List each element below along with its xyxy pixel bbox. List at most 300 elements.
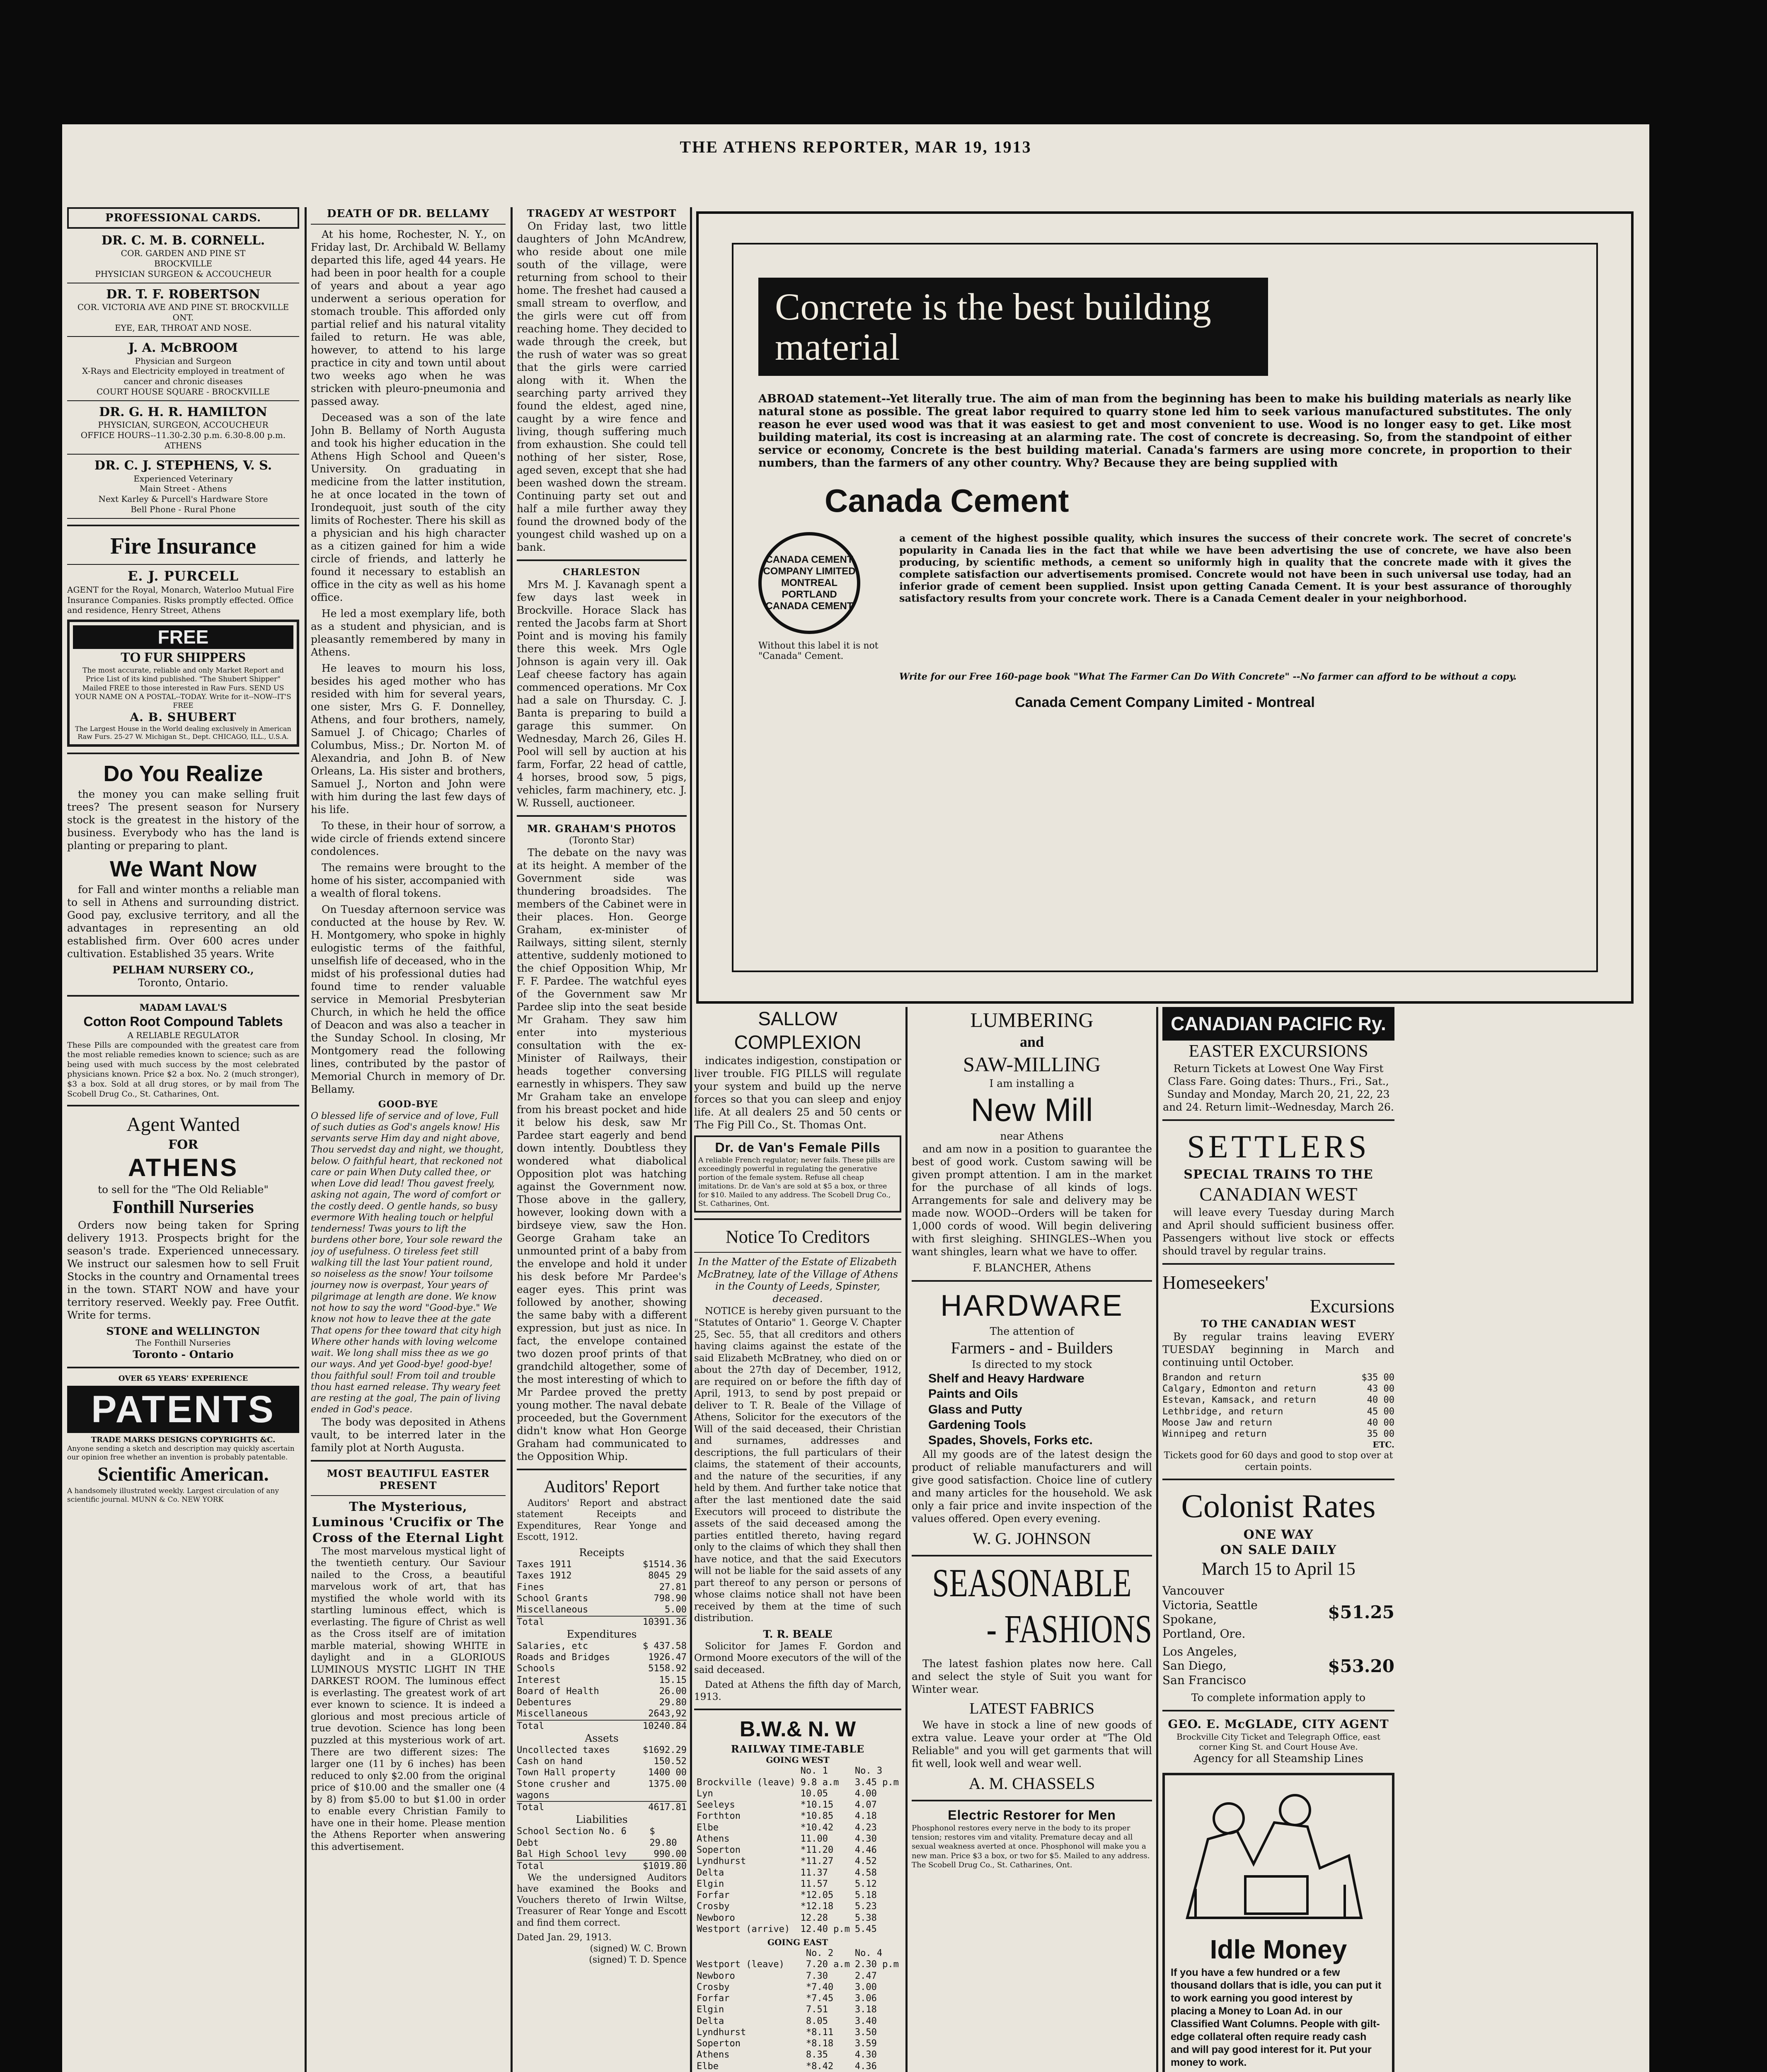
fare-label: Moose Jaw and return: [1162, 1417, 1272, 1428]
professional-card: [67, 287, 299, 333]
timetable-cell: *12.05: [800, 1890, 834, 1901]
card-line: OFFICE HOURS--11.30-2.30 p.m. 6.30-8.00 p.m.: [80, 430, 286, 440]
ledger-value: 29.80: [659, 1697, 687, 1708]
ledger-label: Taxes 1911: [517, 1559, 572, 1570]
card-line: PHYSICIAN, SURGEON, ACCOUCHEUR: [98, 419, 269, 430]
bw-title: B.W.& N. W: [739, 1717, 856, 1742]
settlers-title: SETTLERS: [1187, 1128, 1370, 1165]
ledger-label: School Grants: [517, 1593, 588, 1604]
timetable-east: [694, 1948, 901, 2072]
ledger-value: 2643,92: [648, 1709, 687, 1719]
ledger-total-value: $1019.80: [643, 1861, 687, 1872]
card-line: ATHENS: [165, 440, 202, 450]
timetable-cell: Elbe: [697, 2061, 719, 2072]
card-divider: [67, 400, 299, 401]
column-death-notice: [311, 207, 506, 2072]
card-name: DR. C. M. B. CORNELL.: [101, 233, 265, 248]
ledger-label: Miscellaneous: [517, 1709, 588, 1719]
shubert-name: A. B. SHUBERT: [130, 710, 237, 724]
timetable-cell: Crosby: [697, 1982, 730, 1992]
canada-cement-seal: CANADA CEMENT COMPANY LIMITED MONTREAL PORTLAND CANADA CEMENT: [758, 532, 860, 634]
timetable-cell: 5.45: [854, 1924, 877, 1934]
timetable-row: [694, 1924, 901, 1935]
easter-text: Return Tickets at Lowest One Way First Class Fare. Going dates: Thurs., Fri., Sat., Sunday and Monday, March 20, 21, 22, 23 and 24. Return limit--Wednesday, March 26.: [1163, 1063, 1394, 1113]
hardware-text: All my goods are of the latest design the product of reliable manufacturers and will give good satisfaction. Choice line of cutlery and many articles for the household. We ask only a fair price and invite inspection of the values offered. Open every evening.: [912, 1448, 1152, 1525]
ledger-value: $1692.29: [643, 1745, 687, 1755]
city-name: Spokane,: [1162, 1612, 1217, 1627]
ledger-label: Taxes 1912: [517, 1571, 572, 1581]
fares-list: [1162, 1372, 1394, 1440]
fare-value: 45 00: [1367, 1406, 1394, 1417]
on-sale: ON SALE DAILY: [1220, 1543, 1337, 1558]
ledger-label: Salaries, etc: [517, 1641, 588, 1651]
notice-beale: T. R. BEALE: [763, 1628, 833, 1640]
agent-wanted-title: Agent Wanted: [126, 1113, 240, 1136]
ledger-value: 5.00: [665, 1605, 687, 1615]
free-title: FREE: [73, 625, 293, 649]
home-text: By regular trains leaving EVERY TUESDAY beginning in March and continuing until October.: [1162, 1330, 1394, 1368]
timetable-head-cell: [694, 1948, 804, 1959]
timetable-row: [694, 1788, 901, 1799]
card-line: EYE, EAR, THROAT AND NOSE.: [114, 322, 252, 333]
hardware-item: Glass and Putty: [928, 1402, 1022, 1416]
ledger-total-label: Total: [517, 1721, 545, 1731]
johnson-signature: W. G. JOHNSON: [973, 1529, 1091, 1548]
column-rule: [305, 207, 307, 2072]
timetable-cell: Elbe: [697, 1822, 719, 1833]
timetable-cell: Lyn: [697, 1788, 713, 1799]
timetable-cell: Forfar: [697, 1890, 730, 1901]
card-divider: [67, 336, 299, 337]
timetable-cell: 4.46: [854, 1845, 877, 1856]
homeseekers-title: Homeseekers': [1162, 1272, 1269, 1293]
timetable-cell: 4.00: [854, 1788, 877, 1799]
timetable-cell: Lyndhurst: [697, 2027, 746, 2038]
fare-label: Estevan, Kamsack, and return: [1162, 1395, 1316, 1406]
city-agent: GEO. E. McGLADE, CITY AGENT: [1168, 1717, 1389, 1731]
ledger-value: 798.90: [654, 1593, 687, 1604]
fashions-text: The latest fashion plates now here. Call and select the style of Suit you want for Winter wear.: [912, 1658, 1152, 1696]
notice-title: Notice To Creditors: [725, 1227, 870, 1247]
fare-value: 35 00: [1367, 1429, 1394, 1440]
fare-row: [1162, 1406, 1394, 1417]
ledger-value: 27.81: [659, 1582, 687, 1593]
bw-subtitle: RAILWAY TIME-TABLE: [731, 1743, 865, 1755]
laval-subtitle: Cotton Root Compound Tablets: [83, 1014, 283, 1029]
timetable-cell: *7.40: [806, 1982, 834, 1992]
timetable-west: [694, 1765, 901, 1935]
patents-title: PATENTS: [67, 1386, 299, 1433]
timetable-cell: Lyndhurst: [697, 1856, 746, 1867]
steamship-agency: Agency for all Steamship Lines: [1193, 1752, 1363, 1765]
fares-etc: ETC.: [1372, 1440, 1394, 1450]
cpr-title: CANADIAN PACIFIC Ry.: [1162, 1007, 1394, 1041]
ledger-row: [517, 1570, 687, 1581]
timetable-cell: 4.52: [854, 1856, 877, 1867]
professional-card: [67, 233, 299, 279]
ledger-total: [517, 1860, 687, 1872]
ledger-label: Board of Health: [517, 1686, 599, 1697]
photos-text: The debate on the navy was at its height. A member of the Government side was thundering broadsides. The members of the Cabinet were in their places. Hon. George Graham, ex-minister of Railways, sitting silent, sternly attentive, suddenly motioned to the chief Opposition Whip, Mr F. F. Pardee. The watchful eyes of the Government saw Mr Pardee slip into the seat beside Mr Graham. They saw him enter into mysterious consultation with the ex-Minister of Railways, their heads together conversing earnestly in whispers. They saw Mr Graham take an envelope from his breast pocket and hide it below his desk, saw Mr Pardee start eagerly and bend down intently. Doubtless they wondered what diabolical Opposition plot was hatching against the Government now. Those above in the gallery, however, looking down with a birdseye view, saw the Hon. George Graham take an unmounted print of a baby from the envelope and hold it under his desk before Mr Pardee's eager eyes. This print was followed by another, showing the same baby with a different expression, but just as nice. In fact, the envelope contained two dozen proof prints of that grandchild altogether, some of the most interesting of which to Mr Pardee proved the pretty young mother. The naval debate proceeded, but the Government didn't know what Hon George Graham had communicated to the Opposition Whip.: [517, 847, 687, 1463]
card-line: Physician and Surgeon: [135, 356, 232, 366]
timetable-header: [694, 1765, 901, 1777]
sciam-title: Scientific American.: [97, 1463, 269, 1486]
electric-title: Electric Restorer for Men: [948, 1807, 1116, 1823]
card-line: Main Street - Athens: [139, 484, 227, 494]
toronto-ontario: Toronto - Ontario: [133, 1348, 234, 1360]
ledger-total: [517, 1801, 687, 1813]
column-rule: [511, 207, 513, 2072]
rate-group-1: [1162, 1584, 1394, 1641]
timetable-cell: Delta: [697, 2016, 724, 2026]
idle-money-ad: [1162, 1773, 1394, 2072]
photos-source: (Toronto Star): [569, 835, 634, 846]
ad-frame: [732, 243, 1598, 972]
timetable-row: [694, 1878, 901, 1890]
free-text: The most accurate, reliable and only Market Report and Price List of its kind published. "The Shubert Shipper" Mailed FREE to those interested in Raw Furs. SEND US YOUR NAME ON A POSTAL--TODAY. Write for it--NOW--IT'S FREE: [75, 666, 291, 710]
timetable-row: [694, 1867, 901, 1878]
card-name: DR. G. H. R. HAMILTON: [99, 404, 267, 419]
colonist-dates: March 15 to April 15: [1201, 1559, 1356, 1579]
timetable-row: [694, 1970, 901, 1982]
ledger-total-label: Total: [517, 1802, 545, 1813]
fonthill-title: Fonthill Nurseries: [112, 1197, 254, 1218]
timetable-row: [694, 2004, 901, 2015]
ledger-section-title: Liabilities: [576, 1813, 628, 1826]
timetable-row: [694, 1777, 901, 1788]
professional-card: [67, 458, 299, 514]
sawmilling-title: SAW-MILLING: [963, 1052, 1101, 1076]
fashions-title: - FASHIONS: [986, 1607, 1152, 1652]
price-2: $53.20: [1328, 1656, 1394, 1676]
timetable-header: [694, 1948, 901, 1959]
group-1-cities: [1162, 1584, 1258, 1641]
ledger-row: [517, 1779, 687, 1801]
column-rule: [690, 207, 692, 2072]
fire-agent-name: E. J. PURCELL: [127, 568, 239, 584]
fare-row: [1162, 1394, 1394, 1406]
ledger-label: Schools: [517, 1663, 555, 1674]
ledger-label: Town Hall property: [517, 1767, 616, 1778]
hardware-item: Spades, Shovels, Forks etc.: [928, 1433, 1093, 1447]
installing-text: I am installing a: [989, 1077, 1075, 1089]
timetable-cell: 3.00: [854, 1982, 877, 1992]
ledger-total-label: Total: [517, 1861, 545, 1872]
chassels-signature: A. M. CHASSELS: [968, 1774, 1095, 1793]
agent-for: FOR: [168, 1137, 198, 1152]
timetable-row: [694, 1993, 901, 2004]
ledger-row: [517, 1708, 687, 1719]
fare-label: Lethbridge, and return: [1162, 1406, 1283, 1417]
ledger-row: [517, 1756, 687, 1767]
ledger-row: [517, 1663, 687, 1674]
card-line: COR. GARDEN AND PINE ST: [121, 248, 246, 259]
ledger-row: [517, 1826, 687, 1849]
canada-cement-brand: Canada Cement: [825, 482, 1069, 519]
notice-text: NOTICE is hereby given pursuant to the "Statutes of Ontario" 1. George V. Chapter 25, Sec. 55, that all creditors and others having claims against the estate of the said Elizabeth McBratney, who died on or about the 27th day of December, 1912, are required on or before the fifth day of April, 1913, to send by post prepaid or deliver to T. R. Beale of the Village of Athens, Solicitor for the executors of the Will of the said deceased, their Christian and surnames, addresses and descriptions, the full particulars of their claims, the statement of their accounts, and the nature of the securities, if any held by them. And further take notice that after the last mentioned date the said Executors will proceed to distribute the assets of the said deceased among the parties entitled thereto, having regard only to the claims of which they shall then have notice, and that the said Executors will not be liable for the said assets of any part thereof to any person or persons of whose claims notice shall not have been received by them at the time of such distribution.: [694, 1305, 901, 1624]
ledger-value: 150.52: [654, 1756, 687, 1767]
newspaper-page: [62, 124, 1649, 2072]
timetable-head-cell: [694, 1765, 798, 1777]
column-rule: [905, 1007, 908, 2072]
timetable-cell: *10.42: [800, 1822, 834, 1833]
city-name: San Diego,: [1162, 1659, 1227, 1673]
auditors-close: We the undersigned Auditors have examined the Books and Vouchers thereto of Irwin Wiltse, Treasurer of Rear Yonge and Escott and find them correct.: [517, 1872, 687, 1928]
card-divider: [67, 518, 299, 519]
ledger-label: School Section No. 6 Debt: [517, 1826, 627, 1848]
fare-value: 43 00: [1367, 1384, 1394, 1394]
card-line: X-Rays and Electricity employed in treatment of cancer and chronic diseases: [82, 366, 284, 387]
timetable-cell: 5.18: [854, 1890, 877, 1901]
timetable-row: [694, 1856, 901, 1867]
timetable-cell: *12.18: [800, 1901, 834, 1912]
timetable-row: [694, 1912, 901, 1924]
brand-text: a cement of the highest possible quality, which insures the success of their concrete work. The secret of concrete's popularity in Canada lies in the fact that while we have been advertising the use of concrete, we have also been producing, by scientific methods, a cement so uniformly high in quality that the concrete made with it gives the complete satisfaction our advertisements promised. Concrete would not have been in such universal use today, had an inferior grade of cement been supplied. Insist upon getting Canada Cement. It is your best assurance of thoroughly satisfactory results from your concrete work. There is a Canada Cement dealer in your neighborhood.: [899, 532, 1571, 605]
timetable-cell: 3.45 p.m: [854, 1777, 899, 1788]
death-paragraph: On Tuesday afternoon service was conducted at the house by Rev. W. H. Montgomery, who spoke in highly eulogistic terms of the faithful, unselfish life of deceased, who in the midst of his professional duties had found time to render valuable service in Memorial Presbyterian Church, in which he held the office of Deacon and was also a teacher in the Sunday School. In closing, Mr Montgomery read the following lines, contributed by the pastor of Memorial Church in memory of Dr. Bellamy.: [311, 903, 506, 1096]
excursions-title: Excursions: [1310, 1295, 1394, 1317]
one-way: ONE WAY: [1243, 1527, 1314, 1542]
easter-title: EASTER EXCURSIONS: [1188, 1042, 1368, 1061]
auditor-signature-1: (signed) W. C. Brown: [590, 1944, 687, 1954]
timetable-cell: 3.59: [854, 2038, 877, 2049]
fire-insurance-title: Fire Insurance: [110, 533, 257, 559]
to-canadian-west: TO THE CANADIAN WEST: [1201, 1318, 1356, 1330]
timetable-row: [694, 1811, 901, 1822]
fabrics-title: LATEST FABRICS: [969, 1700, 1094, 1718]
timetable-cell: *11.20: [800, 1845, 834, 1856]
ledger-total-value: 10391.36: [643, 1617, 687, 1627]
tragedy-title: TRAGEDY AT WESTPORT: [527, 207, 677, 219]
ledger-total-value: 10240.84: [643, 1721, 687, 1731]
city-name: Los Angeles,: [1162, 1644, 1237, 1658]
ledger-row: [517, 1767, 687, 1778]
timetable-cell: Brockville (leave): [697, 1777, 796, 1788]
ledger-total: [517, 1720, 687, 1732]
rate-group-2: [1162, 1645, 1394, 1688]
timetable-cell: Delta: [697, 1867, 724, 1878]
fare-label: Brandon and return: [1162, 1372, 1261, 1383]
ledger-label: Bal High School levy: [517, 1849, 627, 1860]
idle-money-title: Idle Money: [1210, 1934, 1347, 1965]
city-name: Vancouver: [1162, 1583, 1224, 1598]
write-for-book: Write for our Free 160-page book "What The Farmer Can Do With Concrete" --No farmer can afford to be without a copy.: [899, 671, 1517, 683]
timetable-cell: 4.58: [854, 1867, 877, 1878]
fonthill-text: Orders now being taken for Spring delivery 1913. Prospects bright for the season's trade. Experienced unnecessary. We instruct our salesmen how to sell Fruit Stocks in the country and Ornamental trees in the town. START NOW and have your territory reserved. Weekly pay. Free Outfit. Write for terms.: [67, 1219, 299, 1321]
patents-text: Anyone sending a sketch and description may quickly ascertain our opinion free whether an invention is probably patentable.: [67, 1445, 295, 1462]
card-name: J. A. McBROOM: [128, 341, 238, 356]
concrete-banner: Concrete is the best building material: [758, 278, 1268, 376]
ledger-value: 1375.00: [648, 1779, 687, 1789]
fares-note: Tickets good for 60 days and good to stop over at certain points.: [1164, 1450, 1393, 1472]
city-name: Portland, Ore.: [1162, 1627, 1246, 1641]
tragedy-text: On Friday last, two little daughters of John McAndrew, who reside about one mile south of the village, were returning from school to their home. The freshet had caused a small stream to overflow, and the girls were cut off from reaching home. They decided to wade through the creek, but the rush of water was so great that the girls were carried along with it. When the searching party arrived they found the eldest, aged nine, caught by a wire fence and living, though suffering much from exhaustion. She could tell nothing of her sister, Rose, aged seven, except that she had been washed down the stream. Continuing party set out and half a mile further away they found the drowned body of the youngest child washed up on a bank.: [517, 220, 687, 553]
special-trains: SPECIAL TRAINS TO THE: [1184, 1167, 1373, 1182]
illustration-icon: [1171, 1781, 1374, 1930]
timetable-cell: Athens: [697, 1833, 730, 1844]
ledger-row: [517, 1582, 687, 1593]
near-athens: near Athens: [1000, 1130, 1064, 1143]
free-subtitle: TO FUR SHIPPERS: [121, 650, 246, 666]
lumbering-title: LUMBERING: [970, 1008, 1094, 1031]
professional-cards-title: PROFESSIONAL CARDS.: [105, 212, 261, 224]
patents-marks: TRADE MARKS DESIGNS COPYRIGHTS &C.: [91, 1435, 276, 1444]
timetable-cell: 4.07: [854, 1800, 877, 1811]
timetable-cell: *10.85: [800, 1811, 834, 1822]
realize-title: Do You Realize: [103, 761, 263, 787]
death-paragraph: Deceased was a son of the late John B. Bellamy of North Augusta and took his higher education in the Athens High School and Queen's University. On graduating in medicine from the latter institution, he at once located in the town of Irondequoit, just south of the city limits of Rochester. There his skill as a physician and his high character as a citizen gained for him a wide circle of friends, and latterly he found it necessary to establish an office in the city as well as his home office.: [311, 411, 506, 604]
timetable-cell: 10.05: [800, 1788, 828, 1799]
timetable-cell: 12.40 p.m: [800, 1924, 850, 1934]
card-line: COR. VICTORIA AVE AND PINE ST. BROCKVILLE ONT.: [77, 302, 289, 322]
timetable-cell: 5.23: [854, 1901, 877, 1912]
going-east-label: GOING EAST: [767, 1937, 828, 1948]
ledger-value: 1926.47: [648, 1652, 687, 1663]
ledger-value: 26.00: [659, 1686, 687, 1697]
timetable-cell: 3.40: [854, 2016, 877, 2026]
pelham-name: PELHAM NURSERY CO.,: [112, 964, 254, 976]
new-mill-title: New Mill: [971, 1091, 1093, 1128]
fare-label: Calgary, Edmonton and return: [1162, 1384, 1316, 1394]
auditors-ledger: [517, 1546, 687, 1872]
death-paragraphs: [311, 228, 506, 1096]
hardware-title: HARDWARE: [940, 1289, 1123, 1323]
auditor-signature-2: (signed) T. D. Spence: [589, 1955, 687, 1965]
auditors-intro: Auditors' Report and abstract statement Receipts and Expenditures, Rear Yonge and Escott, 1912.: [517, 1498, 687, 1542]
charleston-text: Mrs M. J. Kavanagh spent a few days last week in Brockville. Horace Slack has rented the Jacobs farm at Short Point and is moving his family there this week. Mrs Ogle Johnson is again very ill. Oak Leaf cheese factory has again commenced operations. Mr Cox had a sale on Thursday. C. J. Banta is preparing to build a garage this summer. On Wednesday, March 26, Giles H. Pool will sell by auction at his farm, Forfar, 22 head of cattle, 4 horses, brood sow, 5 pigs, vehicles, farm machinery, etc. J. W. Russell, auctioneer.: [517, 579, 687, 809]
hardware-directed: Is directed to my stock: [971, 1358, 1092, 1371]
timetable-head-cell: No. 4: [854, 1948, 883, 1959]
timetable-cell: 2.30 p.m: [854, 1959, 899, 1970]
timetable-cell: 4.30: [854, 1833, 877, 1844]
card-line: BROCKVILLE: [154, 259, 212, 269]
death-title: DEATH OF DR. BELLAMY: [327, 208, 490, 220]
card-line: COURT HOUSE SQUARE - BROCKVILLE: [96, 386, 270, 397]
ledger-value: 1400 00: [648, 1767, 687, 1778]
city-name: San Francisco: [1162, 1673, 1246, 1687]
column-notices: [694, 1007, 901, 2072]
ledger-label: Stone crusher and wagons: [517, 1779, 610, 1801]
devan-text: A reliable French regulator; never fails. These pills are exceedingly powerful in regulating the generative portion of the female system. Refuse all cheap imitations. Dr. de Van's are sold at $5 a box, or three for $10. Mailed to any address. The Scobell Drug Co., St. Catharines, Ont.: [698, 1156, 895, 1208]
hardware-farmers: Farmers - and - Builders: [951, 1338, 1113, 1357]
timetable-row: [694, 1890, 901, 1901]
shubert-address: The Largest House in the World dealing exclusively in American Raw Furs. 25-27 W. Michigan St., Dept. CHICAGO, ILL., U.S.A.: [75, 724, 291, 741]
ledger-value: 990.00: [654, 1849, 687, 1860]
ledger-label: Roads and Bridges: [517, 1652, 610, 1663]
fonthill-nurseries: The Fonthill Nurseries: [136, 1337, 231, 1348]
group-2-cities: [1162, 1645, 1246, 1688]
column-local-news: [517, 207, 687, 2072]
timetable-cell: Soperton: [697, 2038, 741, 2049]
timetable-row: [694, 2049, 901, 2060]
card-line: PHYSICIAN SURGEON & ACCOUCHEUR: [95, 269, 271, 279]
timetable-cell: 3.50: [854, 2027, 877, 2038]
agent-text: to sell for the "The Old Reliable": [98, 1184, 269, 1196]
timetable-cell: Elgin: [697, 1878, 724, 1889]
ledger-total-value: 4617.81: [648, 1802, 687, 1813]
hardware-item: Gardening Tools: [928, 1418, 1026, 1432]
timetable-row: [694, 1833, 901, 1844]
notice-estate: In the Matter of the Estate of Elizabeth McBratney, late of the Village of Athens in the County of Leeds, Spinster, deceased.: [697, 1256, 898, 1305]
card-name: DR. C. J. STEPHENS, V. S.: [94, 458, 272, 473]
fare-row: [1162, 1383, 1394, 1394]
ledger-value: 15.15: [659, 1675, 687, 1685]
ledger-value: $ 29.80: [649, 1826, 677, 1848]
death-paragraph: The remains were brought to the home of his sister, accompanied with a wealth of floral tokens.: [311, 862, 506, 900]
timetable-cell: Westport (leave): [697, 1959, 784, 1970]
ledger-section-title: Receipts: [579, 1547, 625, 1559]
seasonable-title: SEASONABLE: [932, 1561, 1132, 1605]
timetable-cell: 4.23: [854, 1822, 877, 1833]
death-paragraph: He leaves to mourn his loss, besides his aged mother who has resided with him for several years, one sister, Mrs G. F. Donnelley, Athens, and four brothers, namely, Samuel J. of Chicago; Charles of Columbus, Miss.; Dr. Norton M. of Alexandria, and John B. of New Orleans, La. His sister and brothers, Samuel J., Norton and John were with him during the last few days of his life.: [311, 662, 506, 816]
notice-dated: Dated at Athens the fifth day of March, 1913.: [694, 1680, 901, 1702]
death-paragraph: At his home, Rochester, N. Y., on Friday last, Dr. Archibald W. Bellamy departed this life, aged 44 years. He had been in poor health for a couple of years and about a year ago underwent a serious operation for stomach trouble. This afforded only partial relief and his natural vitality failed to return. He was able, however, to attend to his large practice in city and town until about two weeks ago when he was stricken with pleuro-pneumonia and passed away.: [311, 228, 506, 408]
ledger-row: [517, 1686, 687, 1697]
ledger-row: [517, 1675, 687, 1686]
timetable-cell: Westport (arrive): [697, 1924, 790, 1934]
card-line: Next Karley & Purcell's Hardware Store: [98, 494, 268, 504]
fare-row: [1162, 1428, 1394, 1440]
timetable-row: [694, 2038, 901, 2049]
timetable-cell: Forfar: [697, 1993, 730, 2004]
timetable-cell: 5.12: [854, 1878, 877, 1889]
timetable-cell: 4.36: [854, 2061, 877, 2072]
card-line: Experienced Veterinary: [133, 473, 233, 484]
timetable-cell: 5.38: [854, 1912, 877, 1923]
electric-text: Phosphonol restores every nerve in the body to its proper tension; restores vim and vitality. Premature decay and all sexual weakness averted at once. Phosphonol will make you a new man. Price $3 a box, or two for $5. Mailed to any address. The Scobell Drug Co., St. Catharines, Ont.: [912, 1823, 1150, 1869]
hardware-list: [912, 1371, 1152, 1448]
professional-card: [67, 404, 299, 451]
price-1: $51.25: [1328, 1602, 1394, 1623]
timetable-cell: 8.35: [806, 2050, 828, 2060]
cross-title: The Mysterious, Luminous 'Crucifix or The Cross of the Eternal Light: [312, 1500, 505, 1545]
ledger-row: [517, 1652, 687, 1663]
city-name: Victoria, Seattle: [1162, 1598, 1258, 1612]
canada-cement-ad: [696, 211, 1634, 1004]
ledger-row: [517, 1745, 687, 1756]
fabrics-text: We have in stock a line of new goods of extra value. Leave your order at "The Old Reliable" and you will get garments that will fit well, look well and wear well.: [912, 1719, 1152, 1770]
cards-list: [67, 233, 299, 518]
timetable-head-cell: No. 2: [806, 1948, 834, 1959]
column-cpr: [1162, 1007, 1394, 2072]
ledger-value: 8045 29: [648, 1571, 687, 1581]
ledger-value: 5158.92: [648, 1663, 687, 1674]
ledger-section-title: Expenditures: [566, 1628, 637, 1640]
timetable-cell: Crosby: [697, 1901, 730, 1912]
timetable-cell: 9.8 a.m: [800, 1777, 839, 1788]
patents-experience: OVER 65 YEARS' EXPERIENCE: [118, 1374, 248, 1383]
card-divider: [67, 454, 299, 455]
sallow-title: SALLOW COMPLEXION: [734, 1008, 862, 1053]
timetable-cell: 11.00: [800, 1833, 828, 1844]
timetable-row: [694, 1844, 901, 1856]
professional-card: [67, 340, 299, 397]
agent-address: Brockville City Ticket and Telegraph Office, east corner King St. and Court House Ave.: [1176, 1731, 1380, 1752]
want-title: We Want Now: [110, 857, 257, 882]
timetable-cell: 7.30: [806, 1970, 828, 1981]
timetable-cell: 12.28: [800, 1912, 828, 1923]
canadian-west: CANADIAN WEST: [1199, 1184, 1358, 1205]
lumbering-and: and: [1019, 1034, 1044, 1050]
timetable-cell: *8.42: [806, 2061, 834, 2072]
complete-info: To complete information apply to: [1191, 1691, 1366, 1704]
company-line: Canada Cement Company Limited - Montreal: [1015, 695, 1315, 711]
ledger-total-label: Total: [517, 1617, 545, 1627]
ledger-label: Uncollected taxes: [517, 1745, 610, 1755]
timetable-cell: 4.30: [854, 2050, 877, 2060]
realize-text: the money you can make selling fruit trees? The present season for Nursery stock is the greatest in the history of the business. Everybody who has the land is planting or preparing to plant.: [67, 788, 299, 852]
laval-regulator: A RELIABLE REGULATOR: [127, 1030, 239, 1041]
